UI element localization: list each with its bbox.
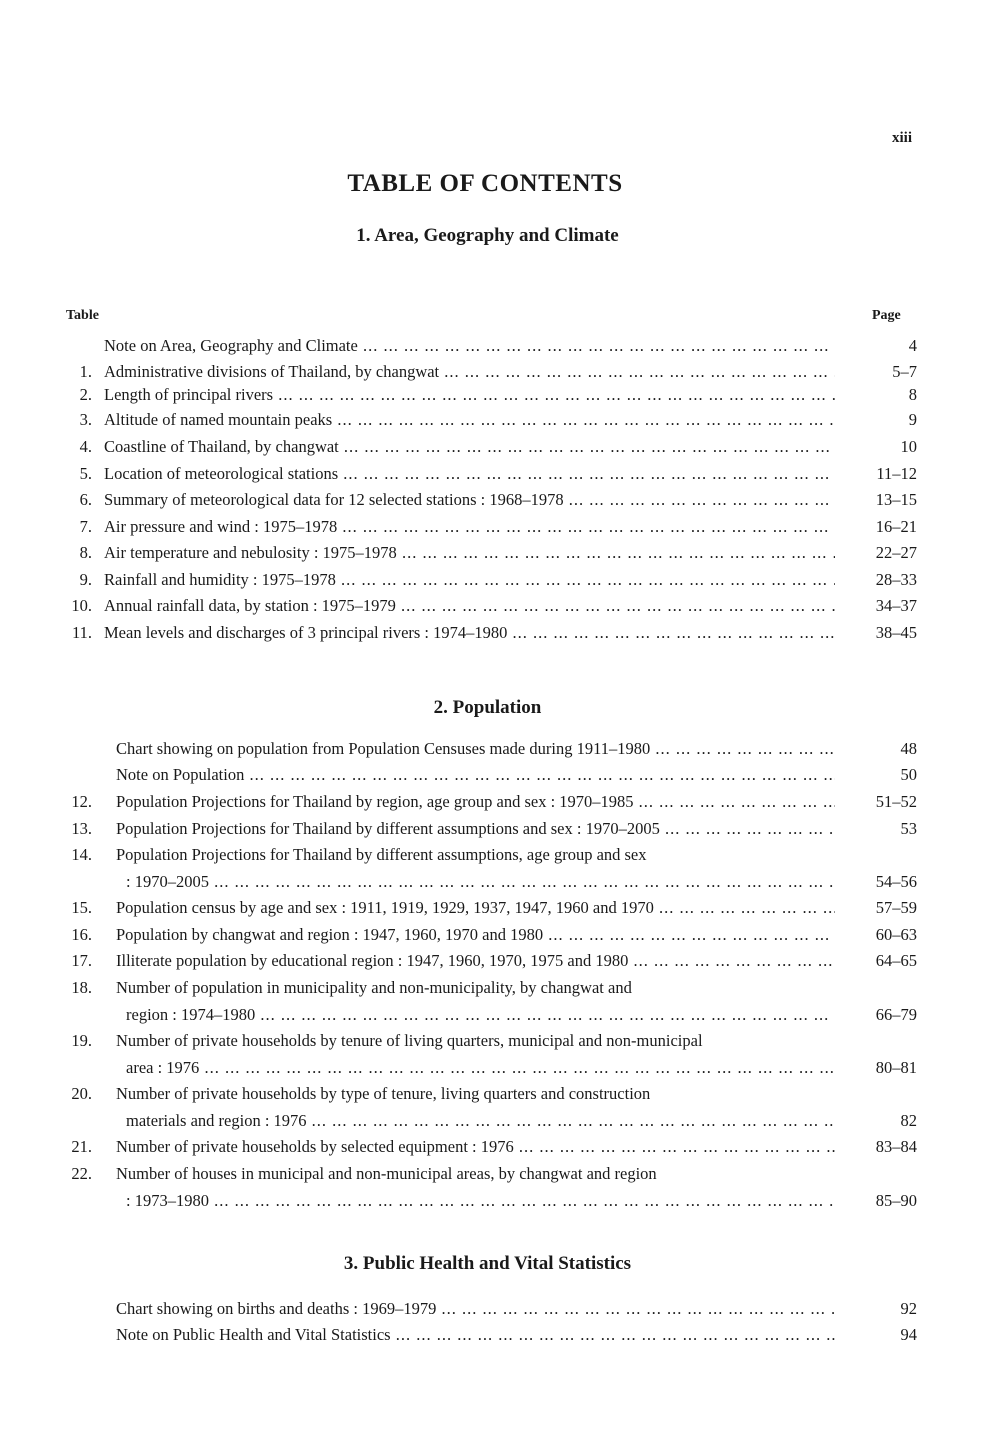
- entry-page: 16–21: [875, 517, 917, 536]
- entry-title: Administrative divisions of Thailand, by changwat ... .: [104, 360, 835, 384]
- entry-number: 19.: [71, 1031, 92, 1050]
- toc-entry: [50, 488, 925, 512]
- entry-number: 4.: [79, 437, 92, 456]
- entry-title: Number of houses in municipal and non-municipal areas, by changwat and region: [116, 1164, 657, 1183]
- section-heading-public-health: 3. Public Health and Vital Statistics: [343, 1253, 632, 1274]
- toc-entry-continuation: [50, 1109, 925, 1133]
- entry-page: 60–63: [875, 925, 917, 944]
- entry-page: 64–65: [875, 951, 917, 970]
- toc-entry: [50, 568, 925, 592]
- toc-entry-continuation: [50, 1003, 925, 1027]
- entry-page: 9: [908, 410, 917, 429]
- entry-number: 9.: [79, 570, 92, 589]
- entry-page: 8: [908, 385, 917, 404]
- entry-title-continued: region : 1974–1980 ... .: [126, 1003, 835, 1027]
- entry-page: 38–45: [875, 623, 917, 642]
- entry-number: 6.: [79, 490, 92, 509]
- toc-entry: [50, 1082, 925, 1106]
- entry-page: 5–7: [892, 362, 917, 381]
- page-title: TABLE OF CONTENTS: [347, 170, 623, 197]
- entry-title: Number of private households by tenure of living quarters, municipal and non-municipal: [116, 1031, 703, 1050]
- entry-page: 22–27: [875, 543, 917, 562]
- entry-number: 18.: [71, 978, 92, 997]
- page-number: xiii: [891, 130, 912, 146]
- toc-entry: [50, 408, 925, 432]
- entry-title: Note on Area, Geography and Climate ... .: [104, 334, 835, 358]
- entry-title: Population Projections for Thailand by different assumptions and sex : 1970–2005 ... .: [116, 817, 835, 841]
- toc-entry: [50, 949, 925, 973]
- toc-entry: [50, 594, 925, 618]
- toc-entry: [50, 541, 925, 565]
- toc-entry: [50, 1323, 925, 1347]
- entry-page: 54–56: [875, 872, 917, 891]
- toc-entry: [50, 843, 925, 867]
- entry-title: Mean levels and discharges of 3 principal rivers : 1974–1980 ... .: [104, 621, 835, 645]
- toc-entry: [50, 923, 925, 947]
- entry-number: 5.: [79, 464, 92, 483]
- toc-entry: [50, 435, 925, 459]
- entry-number: 17.: [71, 951, 92, 970]
- entry-number: 1.: [79, 362, 92, 381]
- entry-title: Altitude of named mountain peaks ... .: [104, 408, 835, 432]
- toc-entry: [50, 334, 925, 358]
- entry-number: 15.: [71, 898, 92, 917]
- entry-page: 48: [900, 739, 917, 758]
- toc-entry-continuation: [50, 1056, 925, 1080]
- entry-page: 34–37: [875, 596, 917, 615]
- entry-number: 14.: [71, 845, 92, 864]
- entry-title: Length of principal rivers ... .: [104, 383, 835, 407]
- entry-title: Location of meteorological stations ... .: [104, 462, 835, 486]
- entry-page: 57–59: [875, 898, 917, 917]
- toc-entry: [50, 790, 925, 814]
- entry-number: 21.: [71, 1137, 92, 1156]
- entry-page: 13–15: [875, 490, 917, 509]
- entry-number: 3.: [79, 410, 92, 429]
- toc-entry: [50, 360, 925, 384]
- entry-page: 51–52: [875, 792, 917, 811]
- entry-page: 4: [908, 336, 917, 355]
- entry-number: 8.: [79, 543, 92, 562]
- entry-number: 7.: [79, 517, 92, 536]
- entry-title: Number of population in municipality and non-municipality, by changwat and: [116, 978, 632, 997]
- toc-entry: [50, 462, 925, 486]
- toc-entry: [50, 817, 925, 841]
- entry-number: 16.: [71, 925, 92, 944]
- entry-number: 2.: [79, 385, 92, 404]
- toc-entry: [50, 383, 925, 407]
- toc-entry-continuation: [50, 1189, 925, 1213]
- entry-number: 22.: [71, 1164, 92, 1183]
- entry-title: Coastline of Thailand, by changwat ... .: [104, 435, 835, 459]
- entry-page: 82: [900, 1111, 917, 1130]
- entry-page: 66–79: [875, 1005, 917, 1024]
- entry-title: Rainfall and humidity : 1975–1978 ... .: [104, 568, 835, 592]
- entry-title: Population by changwat and region : 1947, 1960, 1970 and 1980 ... .: [116, 923, 835, 947]
- entry-page: 83–84: [875, 1137, 917, 1156]
- toc-entry: [50, 976, 925, 1000]
- entry-title: Note on Public Health and Vital Statistics ... .: [116, 1323, 835, 1347]
- entry-title-continued: : 1973–1980 ... .: [126, 1189, 835, 1213]
- entry-title: Number of private households by type of tenure, living quarters and construction: [116, 1084, 651, 1103]
- toc-entry: [50, 515, 925, 539]
- toc-entry: [50, 1029, 925, 1053]
- column-header-table: Table: [66, 308, 99, 323]
- entry-page: 11–12: [876, 464, 917, 483]
- entry-page: 53: [900, 819, 917, 838]
- entry-number: 11.: [71, 623, 92, 642]
- entry-title-continued: materials and region : 1976 ... .: [126, 1109, 835, 1133]
- section-heading-population: 2. Population: [433, 697, 542, 718]
- entry-title: Annual rainfall data, by station : 1975–1979 ... .: [104, 594, 835, 618]
- entry-title: Air temperature and nebulosity : 1975–1978 ... .: [104, 541, 835, 565]
- toc-entry: [50, 1297, 925, 1321]
- toc-entry: [50, 763, 925, 787]
- entry-number: 12.: [71, 792, 92, 811]
- entry-title: Population Projections for Thailand by region, age group and sex : 1970–1985 ... .: [116, 790, 835, 814]
- entry-number: 10.: [71, 596, 92, 615]
- toc-entry-continuation: [50, 870, 925, 894]
- entry-title: Number of private households by selected equipment : 1976 ... .: [116, 1135, 835, 1159]
- entry-page: 92: [900, 1299, 917, 1318]
- toc-entry: [50, 621, 925, 645]
- section-heading-area-geography: 1. Area, Geography and Climate: [356, 225, 619, 246]
- entry-page: 80–81: [875, 1058, 917, 1077]
- toc-entry: [50, 1135, 925, 1159]
- entry-title: Population census by age and sex : 1911, 1919, 1929, 1937, 1947, 1960 and 1970 ... .: [116, 896, 835, 920]
- toc-entry: [50, 896, 925, 920]
- entry-title: Summary of meteorological data for 12 selected stations : 1968–1978 ... .: [104, 488, 835, 512]
- entry-page: 10: [900, 437, 917, 456]
- entry-title: Chart showing on births and deaths : 1969–1979 ... .: [116, 1297, 835, 1321]
- entry-title: Note on Population ... .: [116, 763, 835, 787]
- entry-title: Illiterate population by educational region : 1947, 1960, 1970, 1975 and 1980 ... .: [116, 949, 835, 973]
- entry-page: 28–33: [875, 570, 917, 589]
- entry-number: 13.: [71, 819, 92, 838]
- entry-title: Air pressure and wind : 1975–1978 ... .: [104, 515, 835, 539]
- toc-entry: [50, 1162, 925, 1186]
- entry-title-continued: area : 1976 ... .: [126, 1056, 835, 1080]
- entry-page: 85–90: [875, 1191, 917, 1210]
- toc-entry: [50, 737, 925, 761]
- entry-title: Chart showing on population from Population Censuses made during 1911–1980 ... .: [116, 737, 835, 761]
- column-header-page: Page: [872, 308, 901, 323]
- entry-page: 94: [900, 1325, 917, 1344]
- entry-title: Population Projections for Thailand by different assumptions, age group and sex: [116, 845, 647, 864]
- entry-page: 50: [900, 765, 917, 784]
- entry-number: 20.: [71, 1084, 92, 1103]
- entry-title-continued: : 1970–2005 ... .: [126, 870, 835, 894]
